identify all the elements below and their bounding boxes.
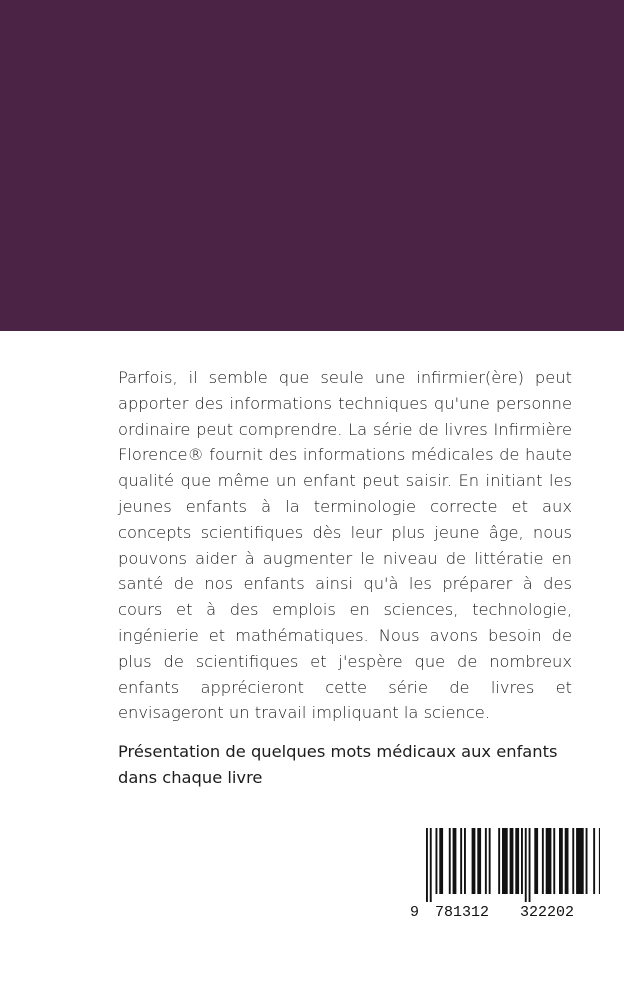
barcode-bar	[489, 828, 491, 894]
barcode-bar	[521, 828, 523, 894]
barcode-bar	[534, 828, 538, 894]
barcode-digit-first: 9	[410, 904, 420, 921]
barcode-bar	[510, 828, 514, 894]
barcode-bar	[553, 828, 555, 894]
barcode-bar	[593, 828, 595, 894]
barcode-bar	[436, 828, 438, 894]
barcode-bar	[586, 828, 588, 894]
barcode-bar	[485, 828, 487, 894]
barcode-bar	[502, 828, 508, 894]
barcode-bar	[449, 828, 451, 894]
barcode-bar	[515, 828, 519, 894]
barcode-bar	[439, 828, 443, 894]
barcode-bar	[542, 828, 544, 894]
barcode-group-left: 781312	[434, 904, 490, 921]
barcode-bar	[546, 828, 552, 894]
barcode-bar	[430, 828, 432, 902]
barcode-bar	[464, 828, 466, 894]
barcode-bar	[565, 828, 569, 894]
barcode-bar	[576, 828, 584, 894]
barcode-bar	[472, 828, 476, 894]
barcode-bar	[572, 828, 574, 894]
barcode-bar	[525, 828, 527, 902]
barcode-bar	[599, 828, 600, 894]
isbn-barcode	[404, 822, 600, 922]
barcode-bar	[460, 828, 462, 894]
blurb-paragraph: Parfois, il semble que seule une infirmier(ère) peut apporter des informations techniques qu'une personne ordinaire peut comprendre. La série de livres Infirmière Florence® fournit des informations médicales de haute qualité que même un enfant peut saisir. En initiant les jeunes enfants à la terminologie correcte et aux concepts scientifiques dès leur plus jeune âge, nous pouvons aider à augmenter le niveau de littératie en santé de nos enfants ainsi qu'à les préparer à des cours et à des emplois en sciences, technologie, ingénierie et mathématiques. Nous avons besoin de plus de scientifiques et j'espère que de nombreux enfants apprécieront cette série de livres et envisageront un travail impliquant la science.	[118, 368, 572, 723]
barcode-bar	[426, 828, 428, 902]
barcode-bar	[477, 828, 481, 894]
barcode-bar	[559, 828, 563, 894]
tagline: Présentation de quelques mots médicaux aux enfants dans chaque livre	[118, 742, 558, 787]
barcode-bar	[529, 828, 531, 902]
barcode-bar	[498, 828, 500, 894]
barcode-bars	[426, 828, 600, 902]
barcode-group-right: 322202	[519, 904, 575, 921]
color-band	[0, 0, 624, 331]
barcode-bar	[453, 828, 457, 894]
